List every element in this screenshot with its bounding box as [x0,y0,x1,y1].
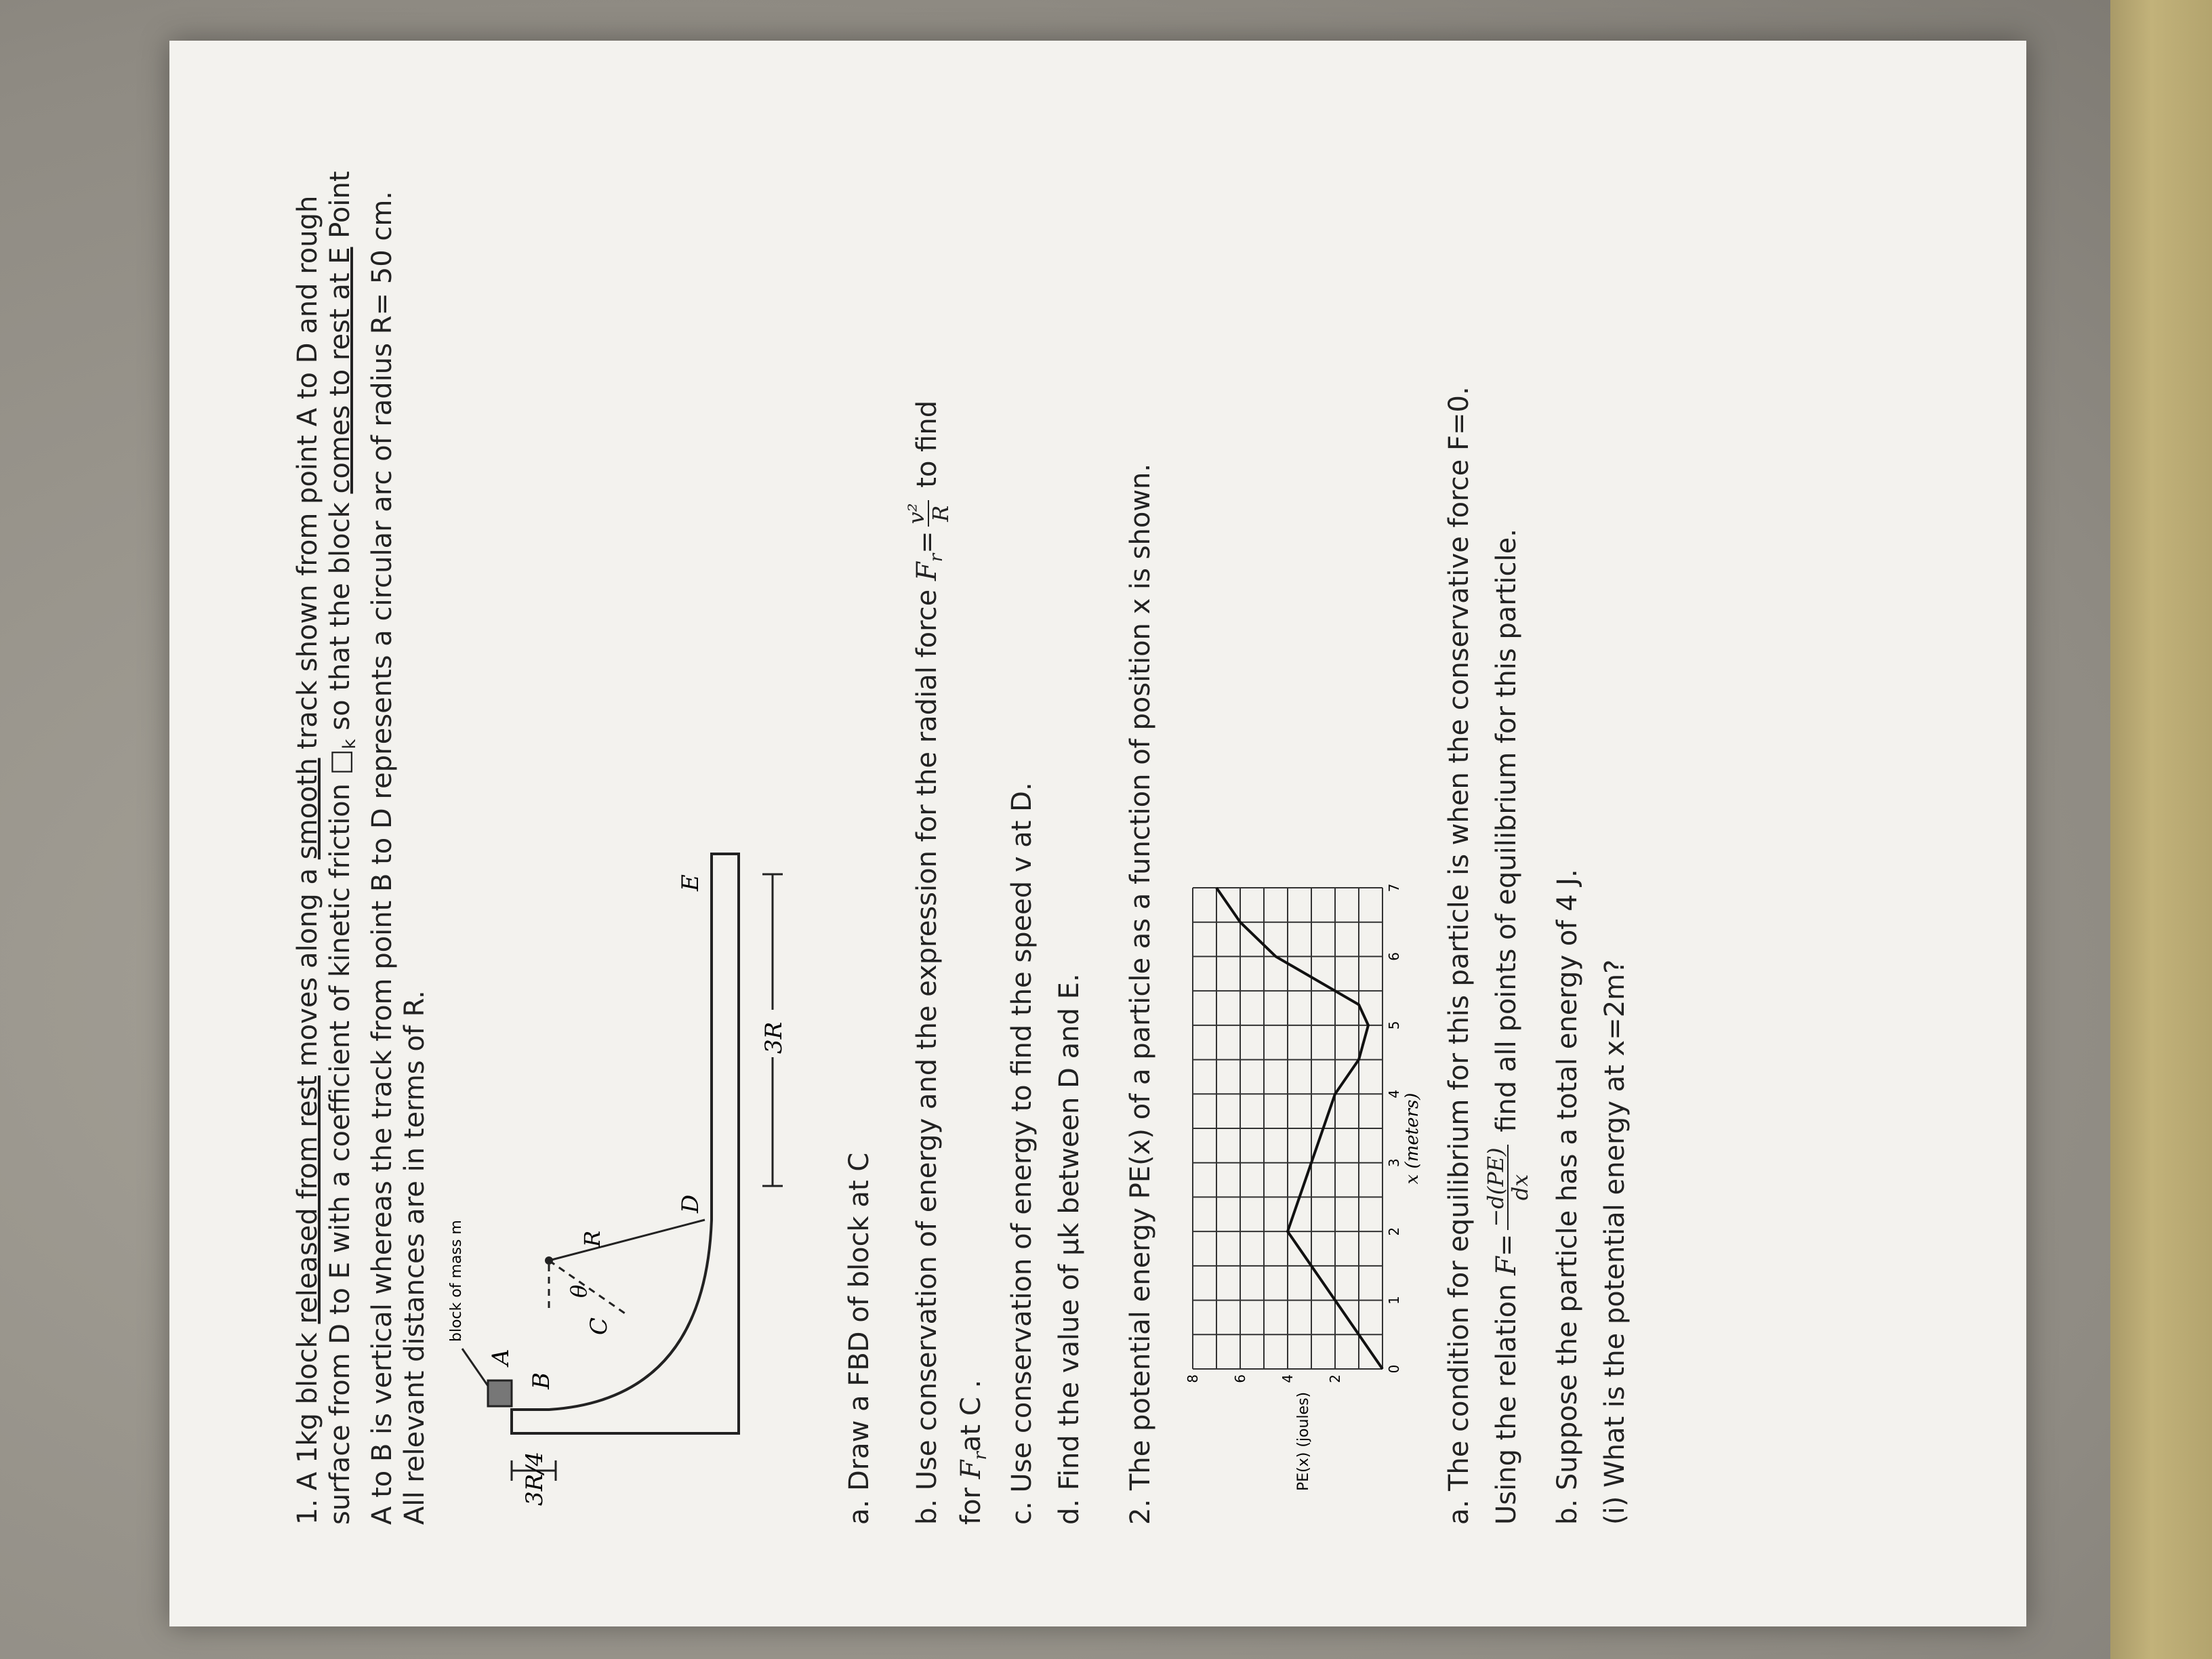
part-1d: d. Find the value of μk between D and E. [1054,973,1085,1525]
point-a-label: A [487,1349,514,1366]
y-tick-label: 4 [1279,1374,1296,1383]
x-tick-label: 6 [1386,952,1402,961]
point-c-label: C [586,1317,613,1335]
x-tick-label: 5 [1386,1021,1402,1030]
y-tick-label: 2 [1327,1374,1343,1383]
x-tick-label: 0 [1386,1364,1402,1374]
x-tick-label: 4 [1386,1089,1402,1099]
block-label: block of mass m [448,1220,465,1342]
part-2a-cont: Using the relation F= −d(PE) dx find all points of equilibrium for this particle. [1483,529,1533,1525]
x-tick-label: 2 [1386,1227,1402,1236]
table-edge [2110,0,2212,1659]
x-tick-label: 1 [1386,1296,1402,1305]
radius-label: R [579,1230,605,1247]
y-tick-label: 6 [1232,1374,1248,1383]
x-tick-label: 3 [1386,1158,1402,1168]
track-diagram [447,583,827,1532]
point-d-label: D [677,1194,704,1213]
question-2-intro: 2. The potential energy PE(x) of a particle as a function of position x is shown. [1125,463,1156,1525]
length-label: 3R [760,1021,787,1054]
part-1b-cont: for $F_rat$ C . [956,1379,991,1525]
block-mass-m [488,1380,512,1406]
part-2b: b. Suppose the particle has a total energy of 4 J. [1552,869,1583,1525]
part-1c: c. Use conservation of energy to find the speed v at D. [1006,782,1038,1525]
point-e-label: E [677,874,704,891]
pe-chart [1179,854,1423,1518]
part-1b: b. Use conservation of energy and the expression for the radial force $F_r=$ v² R to find [903,400,954,1525]
part-1a: a. Draw a FBD of block at C [844,1152,875,1525]
question-1-text: 1. A 1kg block released from rest moves along a smooth track shown from point A to D and rough surface from D to E with a coefficient of kinetic friction $□_k$ so that the block comes to rest at E Point A to B is vertical whereas the track from point B to D represents a circular arc of radius R= 50 cm. All relevant distances are in terms of R. [292,171,430,1525]
point-b-label: B [528,1372,555,1389]
height-label: 3R/4 [521,1451,548,1506]
y-tick-label: 8 [1185,1374,1201,1383]
part-2a: a. The condition for equilibrium for this particle is when the conservative force F=0. [1443,386,1475,1525]
x-tick-label: 7 [1386,883,1402,893]
worksheet-paper [169,41,2026,1626]
chart-xlabel: x (meters) [1402,1092,1422,1185]
theta-label: θ [566,1284,592,1298]
part-2b-i: (i) What is the potential energy at x=2m? [1599,959,1631,1525]
chart-ylabel: PE(x) (joules) [1295,1391,1312,1491]
worksheet-page [224,129,1631,1586]
block-pointer [462,1349,488,1386]
track-outline [512,854,739,1433]
